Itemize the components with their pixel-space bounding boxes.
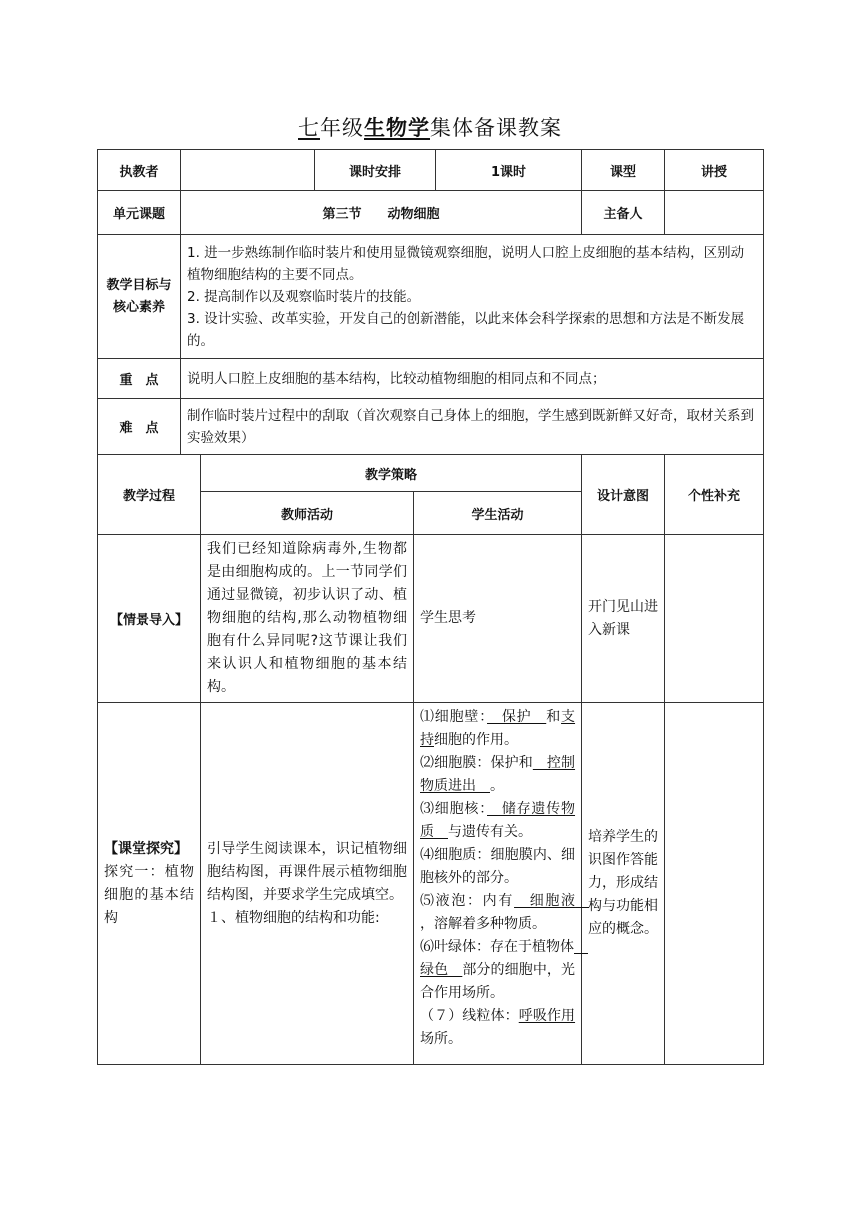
key-point-text: 说明人口腔上皮细胞的基本结构，比较动植物细胞的相同点和不同点； [181,359,764,399]
title-rest: 集体备课教案 [430,116,562,140]
fill-item-vacuole: ⑸液泡：内有 细胞液 ，溶解着多种物质。 [420,893,590,932]
intro-student-activity: 学生思考 [414,535,582,703]
preparer-label: 主备人 [582,191,665,235]
title-grade-number: 七 [298,116,320,140]
stage-explore [98,703,201,1065]
goal-item: 1. 进一步熟练制作临时装片和使用显微镜观察细胞，说明人口腔上皮细胞的基本结构，区别动植物细胞结构的主要不同点。 [187,244,745,283]
title-grade: 年级 [320,116,364,140]
key-point-label: 重 点 [98,359,181,399]
stage-intro: 【情景导入】 [98,535,201,703]
fill-item-cell-membrane: ⑵细胞膜：保护和 控制物质进出 。 [420,755,576,794]
explore-teacher-sub: １、植物细胞的结构和功能: [207,909,380,926]
strategy-header: 教学策略 [201,455,582,492]
intro-design-intent: 开门见山进入新课 [582,535,665,703]
stage-explore-sub: 探究一：植物细胞的基本结构 [104,863,194,926]
goal-item: 2. 提高制作以及观察临时装片的技能。 [187,288,421,305]
explore-teacher-activity [201,703,414,1065]
explore-design-intent: 培养学生的识图作答能力，形成结构与功能相应的概念。 [582,703,665,1065]
difficulty-text: 制作临时装片过程中的刮取（首次观察自己身体上的细胞，学生感到既新鲜又好奇，取材关系到实验效果） [181,399,764,455]
intro-personal [665,535,764,703]
fill-item-nucleus: ⑶细胞核： 储存遗传物质 与遗传有关。 [420,801,576,840]
hours-label: 课时安排 [315,150,436,191]
type-label: 课型 [582,150,665,191]
student-activity-header: 学生活动 [414,492,582,535]
hours-value: 1课时 [436,150,582,191]
teacher-value [181,150,315,191]
stage-explore-title: 【课堂探究】 [104,840,188,857]
personal-header: 个性补充 [665,455,764,535]
teacher-label: 执教者 [98,150,181,191]
teacher-activity-header: 教师活动 [201,492,414,535]
difficulty-label: 难 点 [98,399,181,455]
explore-student-activity [414,703,590,1065]
process-header: 教学过程 [98,455,201,535]
explore-personal [665,703,764,1065]
goal-item: 3. 设计实验、改革实验，开发自己的创新潜能，以此来体会科学探索的思想和方法是不断发展的。 [187,310,745,349]
fill-item-cytoplasm: ⑷细胞质：细胞膜内、细胞核外的部分。 [420,847,576,886]
fill-item-chloroplast: ⑹叶绿体：存在于植物体 绿色 部分的细胞中，光合作用场所。 [420,939,588,1001]
title-subject: 生物学 [364,116,430,140]
type-value: 讲授 [665,150,764,191]
fill-item-mitochondria: （７）线粒体：呼吸作用场所。 [420,1008,576,1047]
intro-teacher-activity: 我们已经知道除病毒外,生物都是由细胞构成的。上一节同学们通过显微镜，初步认识了动、植物细胞的结构,那么动物植物细胞有什么异同呢?这节课让我们来认识人和植物细胞的基本结构。 [201,535,414,703]
goals-label: 教学目标与核心素养 [98,235,181,359]
unit-value: 第三节 动物细胞 [181,191,582,235]
explore-teacher-text: 引导学生阅读课本，识记植物细胞结构图，再课件展示植物细胞结构图，并要求学生完成填空。 [207,840,407,903]
page-title [0,112,860,142]
lesson-plan-table [97,149,764,1065]
unit-label: 单元课题 [98,191,181,235]
goals-list [181,235,764,359]
preparer-value [665,191,764,235]
fill-item-cell-wall: ⑴细胞壁： 保护 和支持细胞的作用。 [420,709,576,748]
intent-header: 设计意图 [582,455,665,535]
